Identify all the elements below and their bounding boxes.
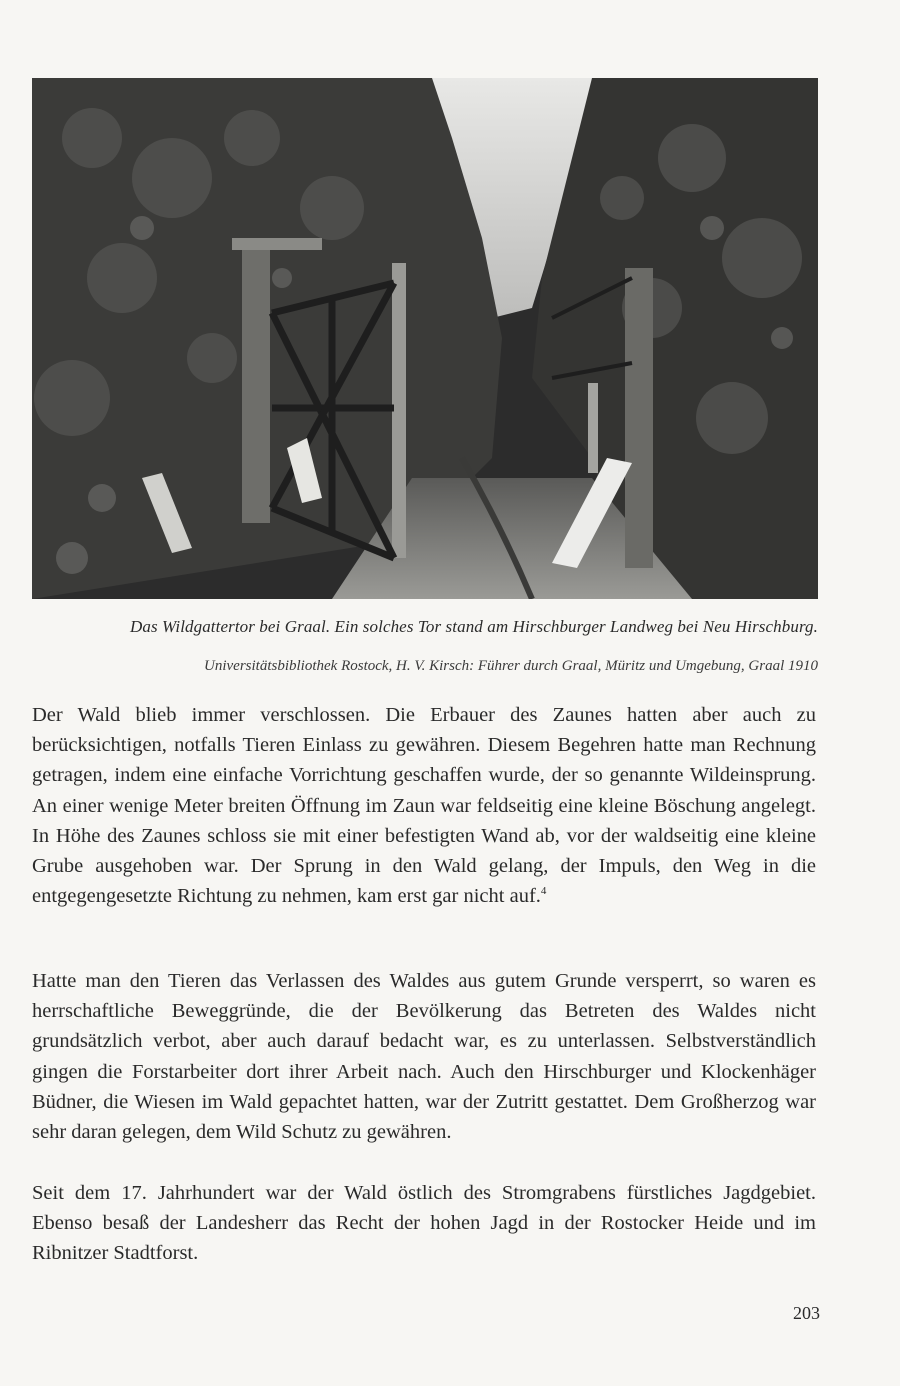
page-number: 203 xyxy=(793,1303,820,1323)
paragraph-3: Seit dem 17. Jahrhundert war der Wald östlich des Stromgrabens fürstliches Jagdgebiet. Ebenso besaß der Landesherr das Recht der hohen Jagd in der Rostocker Heide und im Ribnitzer Stadtforst. xyxy=(32,1182,816,1265)
historical-photo xyxy=(32,78,818,599)
paragraph-2: Hatte man den Tieren das Verlassen des Waldes aus gutem Grunde versperrt, so waren es herrschaftliche Beweggründe, die der Bevölkerung das Betreten des Waldes nicht grundsätzlich verbot, aber auch darauf bedacht war, es zu unterlassen. Selbstverständlich gingen die Forstarbeiter dort ihrer Arbeit nach. Auch den Hirschburger und Klockenhäger Büdner, die Wiesen im Wald gepachtet hatten, war der Zutritt gestattet. Dem Großherzog war sehr daran gelegen, dem Wild Schutz zu gewähren. xyxy=(32,970,816,1144)
wildgatter-gate-photo xyxy=(32,78,818,599)
figure-caption: Das Wildgattertor bei Graal. Ein solches Tor stand am Hirschburger Landweg bei Neu Hirschburg. xyxy=(130,617,818,636)
paragraph-1-text: Der Wald blieb immer verschlossen. Die Erbauer des Zaunes hatten aber auch zu berücksichtigen, notfalls Tieren Einlass zu gewähren. Diesem Begehren hatte man Rechnung getragen, indem eine einfache Vorrichtung geschaffen wurde, der so genannte Wildeinsprung. An einer wenige Meter breiten Öffnung im Zaun war feldseitig eine kleine Böschung angelegt. In Höhe des Zaunes schloss sie mit einer befestigten Wand ab, vor der waldseitig eine kleine Grube ausgehoben war. Der Sprung in den Wald gelang, der Impuls, den Weg in die entgegengesetzte Richtung zu nehmen, kam erst gar nicht auf. xyxy=(32,704,816,908)
paragraph-1 xyxy=(32,700,816,911)
footnote-marker: 4 xyxy=(540,885,547,898)
figure-credit: Universitätsbibliothek Rostock, H. V. Kirsch: Führer durch Graal, Müritz und Umgebung, Graal 1910 xyxy=(204,658,818,674)
